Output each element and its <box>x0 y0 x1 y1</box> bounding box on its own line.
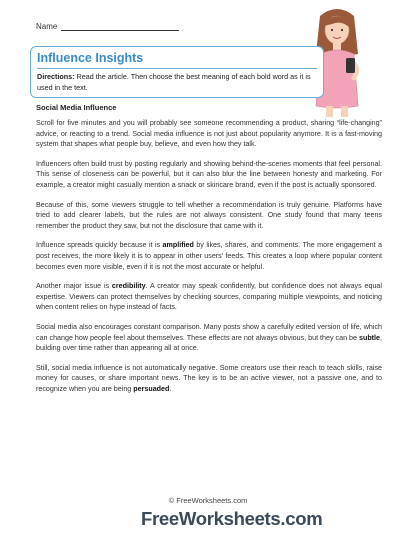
title-divider <box>37 68 317 69</box>
paragraph-7-text-b: . <box>169 384 172 393</box>
directions <box>37 72 315 93</box>
paragraph-5-text-b: . A creator may speak confidently, but confidence does not always equal expertise. Viewers can protect themselves by checking sources, comparing multiple viewpoints, and noticing when content relies on hype instead of facts. <box>36 282 382 312</box>
bold-word-persuaded: persuaded <box>133 384 170 393</box>
paragraph-7-text-a: Still, social media influence is not automatically negative. Some creators use their reach to teach skills, raise money for causes, or share important news. The key is to be an active viewer, not a passive one, and to recognize when you are being <box>36 363 382 393</box>
bold-word-amplified: amplified <box>162 241 194 250</box>
paragraph-4 <box>36 240 382 272</box>
bold-word-credibility: credibility <box>111 282 146 291</box>
name-field <box>36 22 179 31</box>
paragraph-5 <box>36 281 382 313</box>
bold-word-subtle: subtle <box>358 333 381 342</box>
name-line[interactable] <box>61 23 179 31</box>
footer-copyright[interactable]: © FreeWorksheets.com <box>168 496 248 505</box>
directions-label: Directions: <box>37 72 75 81</box>
paragraph-6-text-b: , building over time rather than appearing all at once. <box>36 333 382 353</box>
paragraph-5-text-a: Another major issue is <box>36 282 112 291</box>
article-body <box>36 118 382 403</box>
paragraph-1: Scroll for five minutes and you will probably see someone recommending a product, sharing “life-changing” advice, or reacting to a trend. Social media influence is not just about popularity anymore. It is a fast-moving system that shapes what people buy, believe, and even how they talk. <box>36 119 382 149</box>
paragraph-7 <box>36 363 382 395</box>
article-title: Social Media Influence <box>36 103 117 112</box>
paragraph-2: Influencers often build trust by posting regularly and showing behind-the-scenes moments that feel personal. This sense of closeness can be powerful, but it can also blur the line between honesty and marketing. For example, a creator might casually mention a snack or skincare brand, even if the post is actually sponsored. <box>36 159 382 189</box>
paragraph-3: Because of this, some viewers struggle to tell whether a recommendation is truly genuine. Platforms have tried to add clearer labels, but the rules are not always consistent. One study found that many teens remember the product they saw, but not the disclosure that came with it. <box>36 200 382 230</box>
directions-text: Read the article. Then choose the best meaning of each bold word as it is used in the text. <box>37 72 311 92</box>
paragraph-6-text-a: Social media also encourages constant comparison. Many posts show a carefully edited version of life, which can change how people feel about themselves. These effects are not always obvious, but they can be <box>36 322 382 342</box>
worksheet-title: Influence Insights <box>37 51 144 65</box>
paragraph-4-text-a: Influence spreads quickly because it is <box>36 241 163 250</box>
header-box <box>30 46 324 98</box>
logo-wordmark: FreeWorksheets.com <box>141 508 323 529</box>
site-logo[interactable] <box>138 506 323 532</box>
paragraph-6 <box>36 322 382 354</box>
paragraph-4-text-b: by likes, shares, and comments. The more engagement a post receives, the more likely it is to appear in other users' feeds. This creates a loop where popular content becomes even more visible, even if it is not the most accurate or helpful. <box>36 241 382 271</box>
name-label: Name <box>36 22 58 31</box>
